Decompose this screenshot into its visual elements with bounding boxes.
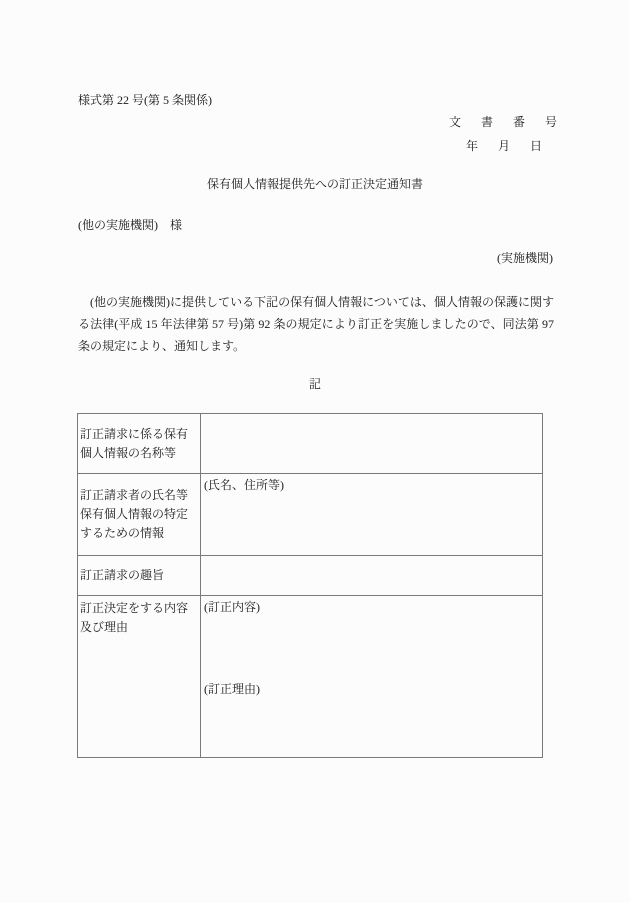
table-row (78, 414, 543, 474)
table-row-value (201, 596, 543, 758)
section-marker: 記 (308, 377, 321, 391)
body-paragraph: (他の実施機関)に提供している下記の保有個人情報については、個人情報の保護に関する法律(平成 15 年法律第 57 号)第 92 条の規定により訂正を実施しましたので、同法第 97 条の規定により、通知します。 (78, 295, 554, 353)
table-row-label: 訂正請求の趣旨 (78, 556, 201, 596)
table-row-value (201, 556, 543, 596)
table-row-label: 訂正請求者の氏名等保有個人情報の特定するための情報 (78, 474, 201, 556)
recipient-line: (他の実施機関) 様 (78, 218, 182, 232)
table-row-value (201, 414, 543, 474)
table-row-label: 訂正請求に係る保有個人情報の名称等 (78, 414, 201, 474)
table-row (78, 556, 543, 596)
value-correction-content: (訂正内容) (204, 600, 260, 614)
page-title: 保有個人情報提供先への訂正決定通知書 (206, 177, 423, 191)
table-row (78, 474, 543, 556)
value-correction-reason: (訂正理由) (204, 682, 260, 696)
document-number-line: 文 書 番 号 (448, 115, 561, 129)
table-row-value: (氏名、住所等) (201, 474, 543, 556)
table-row-label: 訂正決定をする内容及び理由 (78, 596, 201, 758)
issuer-line: (実施機関) (497, 251, 553, 265)
form-table (77, 413, 543, 758)
table-row (78, 596, 543, 758)
date-line: 年 月 日 (465, 139, 546, 153)
form-number: 様式第 22 号(第 5 条関係) (78, 93, 212, 107)
